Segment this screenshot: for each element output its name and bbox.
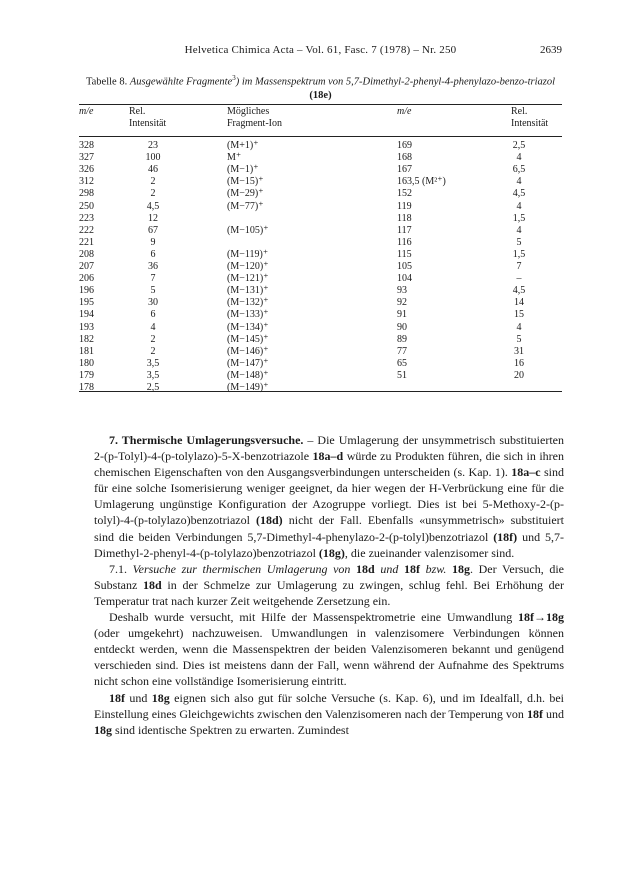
cell-me-left: 312 <box>79 176 94 188</box>
cell-me-left: 327 <box>79 152 94 164</box>
header-fragment: Mögliches Fragment-Ion <box>227 106 282 129</box>
cell-me-left: 328 <box>79 140 94 151</box>
cell-me-right: 77 <box>397 345 407 357</box>
cell-me-right: 163,5 (M²⁺) <box>397 176 446 188</box>
cell-me-right: 90 <box>397 321 407 333</box>
cell-me-left: 193 <box>79 321 94 333</box>
cell-me-left: 326 <box>79 164 94 176</box>
cell-intensity-right: 4 <box>516 152 522 164</box>
cell-intensity-right: 4 <box>516 200 522 212</box>
cell-fragment: (M−131)⁺ <box>227 285 269 297</box>
table-row <box>79 358 562 370</box>
table-row <box>79 213 562 225</box>
cell-me-left: 180 <box>79 357 94 369</box>
cell-intensity-left: 2 <box>150 345 156 357</box>
cell-me-left: 194 <box>79 309 94 321</box>
paragraph-versuche: 7.1. Versuche zur thermischen Umlagerung von 18d und 18f bzw. 18g. Der Versuch, die Substanz 18d in der Schmelze zur Umlagerung zu zwingen, schlug fehl. Bei Erhöhung der Temperatur trat nach kurzer Zeit weitgehende Zersetzung ein. <box>94 561 564 608</box>
cell-me-left: 195 <box>79 297 94 309</box>
table-row <box>79 164 562 176</box>
cell-me-left: 298 <box>79 188 94 200</box>
cell-fragment: (M−119)⁺ <box>227 248 269 260</box>
cell-intensity-right: 31 <box>514 345 524 357</box>
table-row <box>79 285 562 297</box>
table-row <box>79 140 562 152</box>
cell-intensity-right: 6,5 <box>512 164 526 176</box>
cell-intensity-right: 5 <box>516 236 522 248</box>
cell-intensity-left: 3,5 <box>146 357 160 369</box>
cell-me-right: 116 <box>397 236 412 248</box>
cell-me-left: 221 <box>79 236 94 248</box>
cell-intensity-left: 2,5 <box>146 382 160 393</box>
table-row <box>79 273 562 285</box>
header-intensity-left: Rel. Intensität <box>129 106 167 129</box>
cell-me-right: 65 <box>397 357 407 369</box>
cell-me-right: 167 <box>397 164 412 176</box>
table-row <box>79 261 562 273</box>
cell-fragment: (M−15)⁺ <box>227 176 264 188</box>
cell-intensity-left: 9 <box>150 236 156 248</box>
caption-label: Tabelle 8. <box>85 76 128 88</box>
cell-me-right: 169 <box>397 140 412 151</box>
cell-me-left: 181 <box>79 345 94 357</box>
cell-intensity-left: 3,5 <box>146 369 160 381</box>
cell-intensity-left: 2 <box>150 188 156 200</box>
cell-intensity-left: 5 <box>150 285 156 297</box>
cell-fragment: (M−1)⁺ <box>227 164 259 176</box>
table-row <box>79 309 562 321</box>
cell-intensity-right: 4 <box>516 176 522 188</box>
cell-intensity-left: 36 <box>148 261 158 272</box>
cell-me-right: 93 <box>397 285 407 297</box>
caption-title: Ausgewählte Fragmente <box>129 76 233 88</box>
cell-intensity-right: 2,5 <box>512 140 526 151</box>
cell-me-right: 51 <box>397 369 407 381</box>
cell-me-right: 115 <box>397 248 412 260</box>
cell-me-left: 206 <box>79 273 94 285</box>
cell-intensity-right: 16 <box>514 357 524 369</box>
journal-line: Helvetica Chimica Acta – Vol. 61, Fasc. 7 (1978) – Nr. 250 <box>184 44 457 56</box>
caption-title-tail: ) im Massenspektrum von 5,7-Dimethyl-2-phenyl-4-phenylazo-benzo-triazol <box>235 76 556 88</box>
cell-me-left: 223 <box>79 212 94 224</box>
cell-intensity-right: 4 <box>516 321 522 333</box>
cell-fragment: (M−105)⁺ <box>227 224 269 236</box>
cell-fragment: (M−121)⁺ <box>227 273 269 285</box>
cell-intensity-left: 46 <box>148 164 158 176</box>
cell-intensity-right: – <box>516 273 522 285</box>
cell-intensity-left: 7 <box>150 273 156 285</box>
table-row <box>79 237 562 249</box>
cell-intensity-left: 2 <box>150 333 156 345</box>
table-row <box>79 334 562 346</box>
cell-intensity-left: 30 <box>148 297 158 309</box>
paragraph-spektren: 18f und 18g eignen sich also gut für solche Versuche (s. Kap. 6), und im Idealfall, d.h. bei Einstellung eines Gleichgewichts zwischen den Valenzisomeren nach der Temperung von 18f und 18g sind identische Spektren zu erwarten. Zumindest <box>94 690 565 737</box>
cell-intensity-left: 6 <box>150 309 156 321</box>
table-caption <box>79 72 562 102</box>
paragraph-thermische-umlagerung: 7. Thermische Umlagerungsversuche. – Die Umlagerung der unsymmetrisch substituierten 2-(p-Tolyl)-4-(p-tolylazo)-5-X-benzotriazole 18a–d würde zu Produkten führen, die sich in ihren chemischen Eigenschaften von den Ausgangsverbindungen unterscheiden (s. Kap. 1). 18a–c sind für eine solche Isomerisierung weniger geeignet, da hier wegen der H-Verbrückung eine für die Umlagerung ungünstige Konfiguration der Azogruppe vorliegt. Dies ist bei 5-Methoxy-2-(p-tolyl)-4-(p-tolylazo)benzotriazol (18d) nicht der Fall. Ebenfalls «unsymmetrisch» substituiert sind die beiden Verbindungen 5,7-Dimethyl-4-phenylazo-2-(p-tolyl)benzotriazol (18f) und 5,7-Dimethyl-2-phenyl-4-(p-tolylazo)benzotriazol (18g), die zueinander valenzisomer sind. <box>94 433 564 560</box>
running-head <box>79 44 562 58</box>
cell-me-left: 250 <box>79 200 94 212</box>
cell-me-left: 182 <box>79 333 94 345</box>
caption-compound: (18e) <box>309 89 332 101</box>
cell-intensity-left: 6 <box>150 248 156 260</box>
cell-intensity-right: 20 <box>514 369 524 381</box>
cell-intensity-right: 5 <box>516 333 522 345</box>
cell-fragment: (M−133)⁺ <box>227 309 269 321</box>
paragraph-massenspektrometrie: Deshalb wurde versucht, mit Hilfe der Massenspektrometrie eine Umwandlung 18f→18g (oder umgekehrt) nachzuweisen. Umwandlungen in valenzisomere Verbindungen können entdeckt werden, wenn die Massenspektren der beiden Valenzisomeren bekannt und genügend verschieden sind. Dies ist meistens dann der Fall, wenn während der Aufnahme des Spektrums nicht schon eine vollständige Isomerisierung eintritt. <box>94 610 564 689</box>
cell-intensity-right: 14 <box>514 297 524 309</box>
cell-me-right: 118 <box>397 212 412 224</box>
cell-me-left: 207 <box>79 261 94 272</box>
cell-fragment: M⁺ <box>227 152 242 164</box>
cell-fragment: (M−146)⁺ <box>227 345 269 357</box>
cell-fragment: (M−120)⁺ <box>227 261 269 272</box>
cell-me-left: 196 <box>79 285 94 297</box>
table-row <box>79 201 562 213</box>
cell-me-right: 168 <box>397 152 412 164</box>
cell-fragment: (M−132)⁺ <box>227 297 269 309</box>
cell-intensity-right: 15 <box>514 309 524 321</box>
cell-me-left: 222 <box>79 224 94 236</box>
table-row <box>79 382 562 394</box>
cell-intensity-right: 4,5 <box>512 285 526 297</box>
page-number: 2639 <box>540 44 562 56</box>
cell-intensity-left: 100 <box>145 152 161 164</box>
table-row <box>79 346 562 358</box>
cell-me-right: 92 <box>397 297 407 309</box>
cell-me-right: 152 <box>397 188 412 200</box>
cell-me-left: 179 <box>79 369 94 381</box>
cell-intensity-left: 4,5 <box>146 200 160 212</box>
cell-fragment: (M−134)⁺ <box>227 321 269 333</box>
table-row <box>79 322 562 334</box>
table-row <box>79 370 562 382</box>
cell-fragment: (M−147)⁺ <box>227 357 269 369</box>
cell-me-right: 89 <box>397 333 407 345</box>
table-row <box>79 152 562 164</box>
cell-me-right: 104 <box>397 273 412 285</box>
cell-me-right: 119 <box>397 200 412 212</box>
table-header-rule <box>79 136 562 137</box>
table-top-rule <box>79 104 562 105</box>
table-row <box>79 297 562 309</box>
cell-me-right: 105 <box>397 261 412 272</box>
caption-footnote-ref: 3 <box>232 74 236 82</box>
table-row <box>79 225 562 237</box>
table-row <box>79 188 562 200</box>
header-me-left: m/e <box>79 106 94 117</box>
cell-intensity-left: 2 <box>150 176 156 188</box>
cell-fragment: (M−149)⁺ <box>227 382 269 393</box>
cell-intensity-right: 4 <box>516 224 522 236</box>
cell-fragment: (M+1)⁺ <box>227 140 259 151</box>
table-row <box>79 176 562 188</box>
cell-intensity-right: 4,5 <box>512 188 526 200</box>
table-bottom-rule <box>79 391 562 392</box>
cell-me-left: 178 <box>79 382 94 393</box>
cell-fragment: (M−145)⁺ <box>227 333 269 345</box>
header-me-right: m/e <box>397 106 412 117</box>
cell-fragment: (M−77)⁺ <box>227 200 264 212</box>
table-row <box>79 249 562 261</box>
body-text <box>94 432 564 738</box>
cell-me-left: 208 <box>79 248 94 260</box>
cell-intensity-right: 1,5 <box>512 248 526 260</box>
header-intensity-right: Rel. Intensität <box>511 106 549 129</box>
cell-fragment: (M−148)⁺ <box>227 369 269 381</box>
cell-fragment: (M−29)⁺ <box>227 188 264 200</box>
cell-intensity-right: 7 <box>516 261 522 272</box>
cell-intensity-left: 67 <box>148 224 158 236</box>
cell-me-right: 91 <box>397 309 407 321</box>
cell-intensity-right: 1,5 <box>512 212 526 224</box>
cell-me-right: 117 <box>397 224 412 236</box>
cell-intensity-left: 12 <box>148 212 158 224</box>
cell-intensity-left: 23 <box>148 140 158 151</box>
cell-intensity-left: 4 <box>150 321 156 333</box>
